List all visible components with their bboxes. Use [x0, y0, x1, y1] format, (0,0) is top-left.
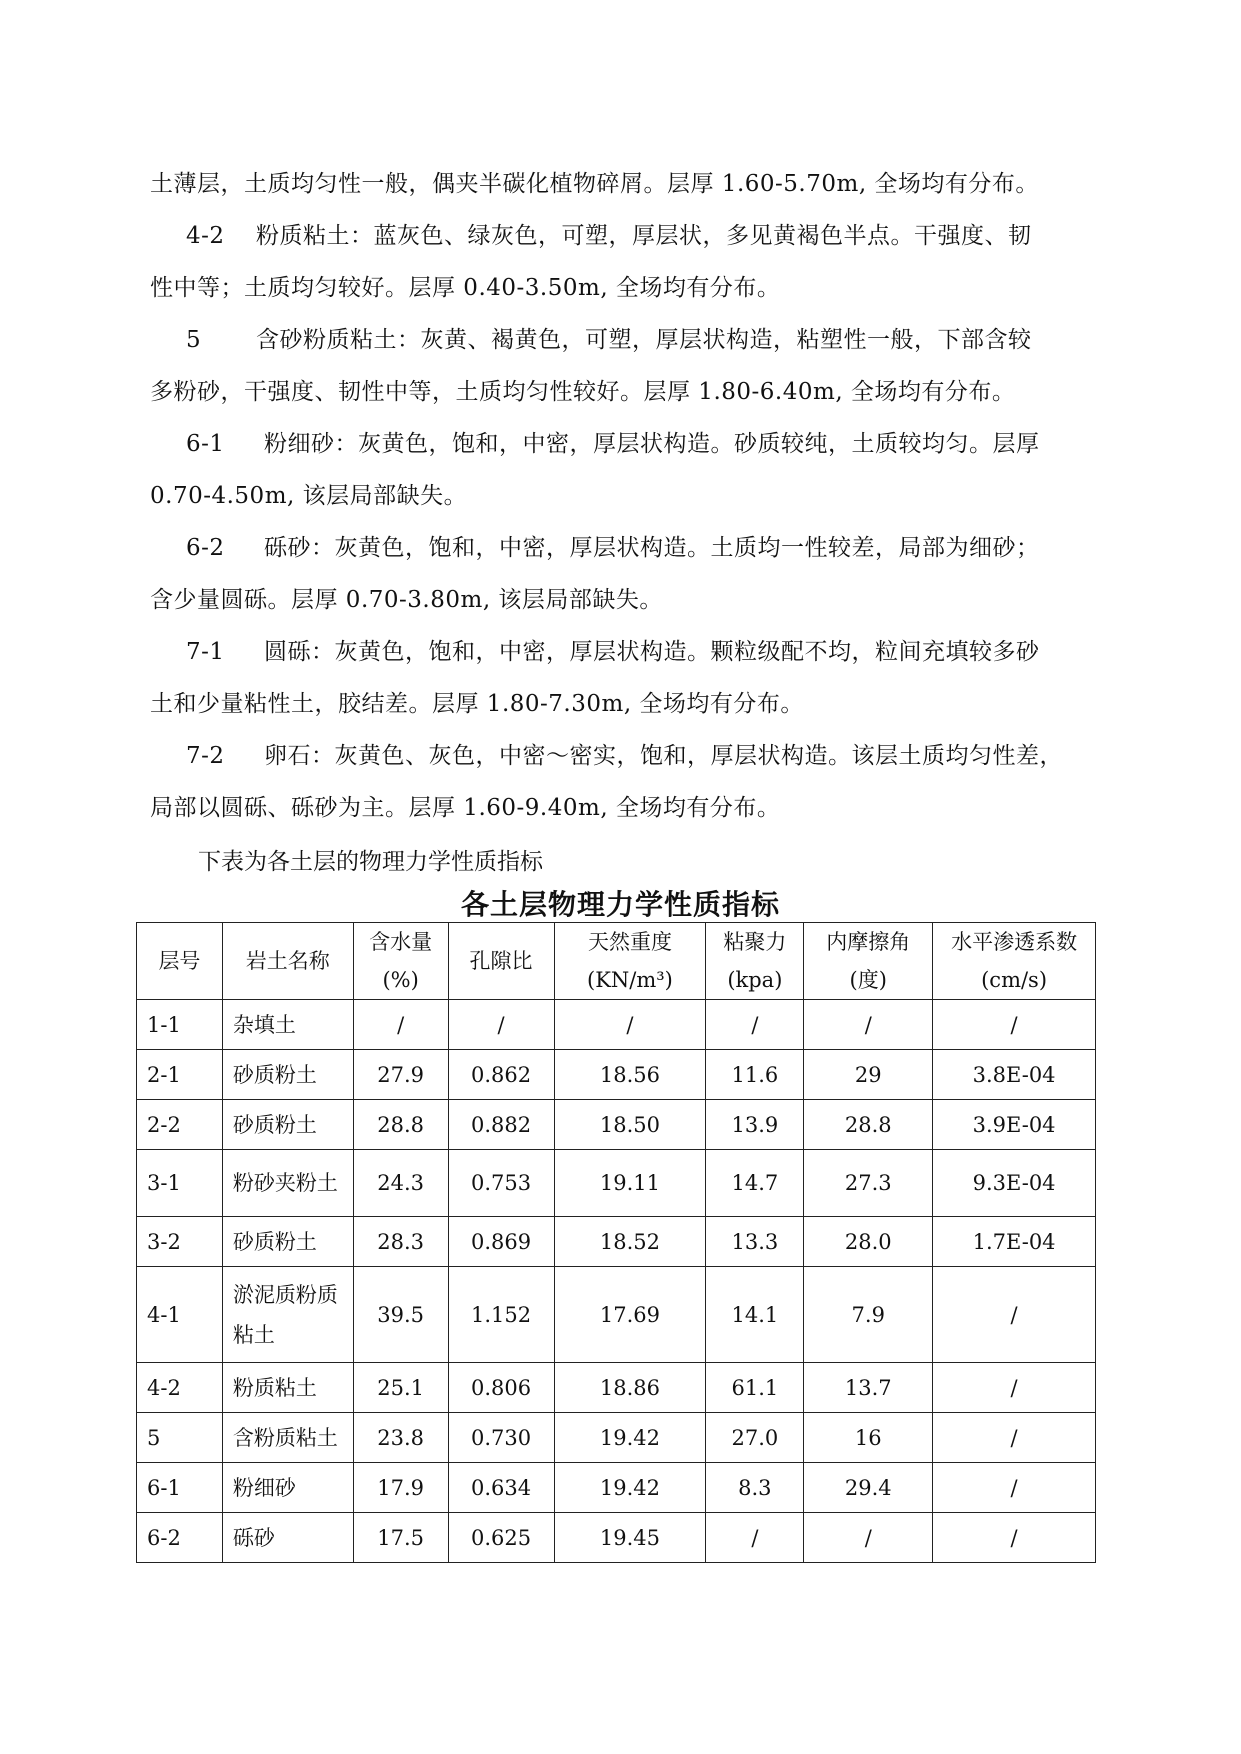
paragraph-line: [150, 366, 1120, 418]
paragraph-line: [150, 262, 1120, 314]
layer-code: 6-1: [186, 431, 225, 457]
paragraph-4-2: [150, 210, 1156, 262]
table-cell: 8.3: [706, 1463, 804, 1513]
layer-code: 7-2: [186, 743, 225, 769]
paragraph-5: [150, 314, 1156, 366]
header-text: 粘聚力: [723, 930, 787, 954]
table-row: [137, 1363, 1096, 1413]
paragraph-text: 含砂粉质粘土：灰黄、褐黄色，可塑，厚层状构造，粘塑性一般，下部含较: [256, 327, 1032, 353]
paragraph-text: 含少量圆砾。层厚 0.70-3.80m, 该层局部缺失。: [150, 587, 663, 613]
paragraph-line: [150, 158, 1120, 210]
table-cell: 27.3: [804, 1150, 933, 1217]
paragraph-6-1: [150, 418, 1156, 470]
header-permeability: [933, 923, 1096, 1000]
table-cell: 3.8E-04: [933, 1050, 1096, 1100]
cell-layer-no: 2-2: [137, 1100, 223, 1150]
table-cell: 29: [804, 1050, 933, 1100]
cell-soil-name: 淤泥质粉质粘土: [222, 1267, 353, 1363]
table-cell: 28.3: [353, 1217, 448, 1267]
table-cell: 24.3: [353, 1150, 448, 1217]
table-row: [137, 1513, 1096, 1563]
cell-layer-no: 6-2: [137, 1513, 223, 1563]
cell-soil-name: 粉砂夹粉土: [222, 1150, 353, 1217]
paragraph-line: [150, 574, 1120, 626]
header-void-ratio: [448, 923, 554, 1000]
table-cell: /: [933, 1463, 1096, 1513]
cell-layer-no: 2-1: [137, 1050, 223, 1100]
header-friction-angle: [804, 923, 933, 1000]
paragraph-7-2: [150, 730, 1156, 782]
cell-layer-no: 6-1: [137, 1463, 223, 1513]
table-cell: 19.45: [554, 1513, 706, 1563]
cell-soil-name: 粉细砂: [222, 1463, 353, 1513]
header-layer-no: [137, 923, 223, 1000]
table-cell: 14.7: [706, 1150, 804, 1217]
table-cell: 0.882: [448, 1100, 554, 1150]
table-cell: 17.5: [353, 1513, 448, 1563]
soil-properties-table: [136, 922, 1096, 1563]
table-body: [137, 1000, 1096, 1563]
table-cell: 18.50: [554, 1100, 706, 1150]
table-row: [137, 1050, 1096, 1100]
cell-layer-no: 4-2: [137, 1363, 223, 1413]
table-cell: 19.11: [554, 1150, 706, 1217]
table-cell: /: [933, 1000, 1096, 1050]
table-cell: /: [706, 1000, 804, 1050]
paragraph-line: [150, 782, 1120, 834]
table-cell: 13.7: [804, 1363, 933, 1413]
table-cell: 19.42: [554, 1463, 706, 1513]
table-cell: 7.9: [804, 1267, 933, 1363]
paragraph-line: [150, 678, 1120, 730]
header-text: 含水量: [369, 930, 433, 954]
cell-soil-name: 含粉质粘土: [222, 1413, 353, 1463]
table-cell: 0.634: [448, 1463, 554, 1513]
table-row: [137, 1150, 1096, 1217]
table-cell: 19.42: [554, 1413, 706, 1463]
cell-soil-name: 杂填土: [222, 1000, 353, 1050]
table-cell: 9.3E-04: [933, 1150, 1096, 1217]
cell-soil-name: 砂质粉土: [222, 1100, 353, 1150]
table-cell: 3.9E-04: [933, 1100, 1096, 1150]
table-cell: 18.56: [554, 1050, 706, 1100]
paragraph-text: 局部以圆砾、砾砂为主。层厚 1.60-9.40m, 全场均有分布。: [150, 795, 781, 821]
table-cell: /: [933, 1513, 1096, 1563]
table-cell: 13.3: [706, 1217, 804, 1267]
header-unit: (kpa): [727, 968, 783, 992]
header-text: 孔隙比: [469, 949, 533, 973]
table-cell: 16: [804, 1413, 933, 1463]
table-cell: /: [933, 1267, 1096, 1363]
header-unit: (KN/m³): [587, 968, 673, 992]
table-cell: 11.6: [706, 1050, 804, 1100]
table-cell: 18.86: [554, 1363, 706, 1413]
paragraph-text: 粉质粘土：蓝灰色、绿灰色，可塑，厚层状，多见黄褐色半点。干强度、韧: [256, 223, 1032, 249]
table-cell: /: [933, 1413, 1096, 1463]
header-unit-weight: [554, 923, 706, 1000]
layer-code: 6-2: [186, 535, 225, 561]
cell-soil-name: 粉质粘土: [222, 1363, 353, 1413]
table-cell: 17.69: [554, 1267, 706, 1363]
table-row: [137, 1413, 1096, 1463]
paragraph-text: 卵石：灰黄色、灰色，中密～密实，饱和，厚层状构造。该层土质均匀性差，: [264, 743, 1063, 769]
table-cell: 0.862: [448, 1050, 554, 1100]
header-soil-name: [222, 923, 353, 1000]
table-intro: 下表为各土层的物理力学性质指标: [198, 849, 543, 875]
paragraph-7-1: [150, 626, 1156, 678]
header-water-content: [353, 923, 448, 1000]
table-cell: 13.9: [706, 1100, 804, 1150]
table-cell: 28.8: [353, 1100, 448, 1150]
paragraph-text: 粉细砂：灰黄色，饱和，中密，厚层状构造。砂质较纯，土质较均匀。层厚: [264, 431, 1040, 457]
cell-soil-name: 砂质粉土: [222, 1050, 353, 1100]
table-cell: 0.869: [448, 1217, 554, 1267]
table-cell: /: [804, 1000, 933, 1050]
table-cell: 1.7E-04: [933, 1217, 1096, 1267]
table-row: [137, 1267, 1096, 1363]
paragraph-text: 多粉砂，干强度、韧性中等，土质均匀性较好。层厚 1.80-6.40m, 全场均有分布。: [150, 379, 1016, 405]
table-cell: 25.1: [353, 1363, 448, 1413]
cell-soil-name: 砾砂: [222, 1513, 353, 1563]
paragraph-text: 土薄层，土质均匀性一般，偶夹半碳化植物碎屑。层厚 1.60-5.70m, 全场均有分布。: [150, 171, 1039, 197]
table-cell: 0.806: [448, 1363, 554, 1413]
table-title: 各土层物理力学性质指标: [460, 888, 780, 921]
table-cell: /: [706, 1513, 804, 1563]
table-cell: 0.730: [448, 1413, 554, 1463]
header-cohesion: [706, 923, 804, 1000]
layer-code: 5: [186, 327, 202, 353]
table-cell: 29.4: [804, 1463, 933, 1513]
paragraph-text: 性中等；土质均匀较好。层厚 0.40-3.50m, 全场均有分布。: [150, 275, 781, 301]
table-cell: 39.5: [353, 1267, 448, 1363]
cell-layer-no: 1-1: [137, 1000, 223, 1050]
table-cell: /: [804, 1513, 933, 1563]
table-cell: 27.0: [706, 1413, 804, 1463]
table-cell: 0.753: [448, 1150, 554, 1217]
cell-layer-no: 3-2: [137, 1217, 223, 1267]
table-row: [137, 1000, 1096, 1050]
table-cell: /: [448, 1000, 554, 1050]
layer-code: 7-1: [186, 639, 225, 665]
paragraph-line: [150, 470, 1120, 522]
table-cell: /: [554, 1000, 706, 1050]
table-cell: 28.0: [804, 1217, 933, 1267]
header-text: 层号: [158, 949, 201, 973]
paragraph-text: 圆砾：灰黄色，饱和，中密，厚层状构造。颗粒级配不均，粒间充填较多砂: [264, 639, 1040, 665]
table-cell: 27.9: [353, 1050, 448, 1100]
header-unit: (度): [849, 968, 887, 992]
table-cell: /: [353, 1000, 448, 1050]
paragraph-text: 土和少量粘性土，胶结差。层厚 1.80-7.30m, 全场均有分布。: [150, 691, 804, 717]
paragraph-text: 0.70-4.50m, 该层局部缺失。: [150, 483, 468, 509]
header-text: 水平渗透系数: [951, 930, 1078, 954]
paragraph-text: 砾砂：灰黄色，饱和，中密，厚层状构造。土质均一性较差，局部为细砂；: [264, 535, 1040, 561]
header-text: 内摩擦角: [826, 930, 911, 954]
table-cell: 28.8: [804, 1100, 933, 1150]
paragraph-6-2: [150, 522, 1156, 574]
cell-soil-name: 砂质粉土: [222, 1217, 353, 1267]
table-cell: 17.9: [353, 1463, 448, 1513]
table-header-row: [137, 923, 1096, 1000]
table-cell: 14.1: [706, 1267, 804, 1363]
cell-layer-no: 5: [137, 1413, 223, 1463]
table-cell: 61.1: [706, 1363, 804, 1413]
table-row: [137, 1100, 1096, 1150]
layer-code: 4-2: [186, 223, 225, 249]
table-row: [137, 1463, 1096, 1513]
header-text: 天然重度: [587, 930, 672, 954]
table-cell: 0.625: [448, 1513, 554, 1563]
cell-layer-no: 3-1: [137, 1150, 223, 1217]
header-unit: (%): [382, 968, 419, 992]
header-unit: (cm/s): [981, 968, 1048, 992]
table-cell: 23.8: [353, 1413, 448, 1463]
cell-layer-no: 4-1: [137, 1267, 223, 1363]
header-text: 岩土名称: [245, 949, 330, 973]
table-row: [137, 1217, 1096, 1267]
table-cell: 1.152: [448, 1267, 554, 1363]
table-cell: /: [933, 1363, 1096, 1413]
table-cell: 18.52: [554, 1217, 706, 1267]
